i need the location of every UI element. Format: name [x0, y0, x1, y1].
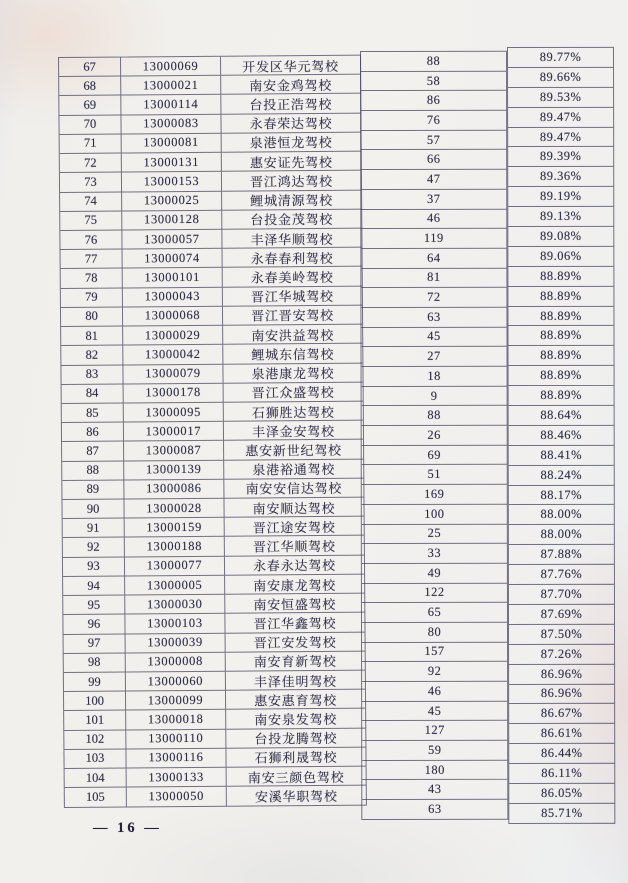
table-cell-school-id: 13000103 — [125, 614, 225, 634]
table-cell-school-id: 13000039 — [126, 633, 226, 653]
page-number: — 16 — — [93, 820, 162, 836]
table-cell-school-name: 鲤城清源驾校 — [222, 190, 362, 210]
table-cell-percentage: 88.89% — [509, 346, 615, 366]
table-cell-school-name: 晋江华鑫驾校 — [225, 613, 365, 633]
table-cell-rank: 97 — [64, 634, 126, 654]
table-cell-school-name: 永春美岭驾校 — [223, 267, 363, 287]
table-cell-rank: 105 — [65, 788, 127, 808]
table-cell-school-name: 台投龙腾驾校 — [226, 728, 366, 748]
table-cell-rank: 78 — [61, 269, 123, 289]
table-cell-count: 45 — [361, 327, 507, 347]
table-cell-school-id: 13000005 — [125, 576, 225, 596]
table-cell-rank: 85 — [62, 403, 124, 423]
table-cell-rank: 74 — [60, 192, 122, 212]
table-cell-rank: 79 — [61, 288, 123, 308]
table-cell-school-id: 13000060 — [126, 672, 226, 692]
table-cell-school-id: 13000114 — [121, 95, 221, 115]
table-cell-school-name: 丰泽华顺驾校 — [222, 229, 362, 249]
table-cell-count: 169 — [362, 485, 508, 505]
table-cell-school-name: 开发区华元驾校 — [221, 56, 361, 76]
table-cell-school-id: 13000069 — [121, 57, 221, 77]
table-cell-school-name: 晋江华城驾校 — [223, 286, 363, 306]
table-cell-percentage: 88.46% — [509, 426, 615, 446]
table-cell-count: 92 — [362, 662, 508, 682]
table-cell-school-id: 13000081 — [122, 134, 222, 154]
table-cell-school-name: 晋江华顺驾校 — [225, 536, 365, 556]
table-cell-school-name: 南安恒盛驾校 — [225, 594, 365, 614]
table-cell-school-name: 永春春利驾校 — [223, 248, 363, 268]
table-cell-school-id: 13000077 — [125, 556, 225, 576]
table-cell-count: 49 — [362, 564, 508, 584]
table-cell-school-id: 13000095 — [124, 403, 224, 423]
table-cell-rank: 68 — [59, 77, 121, 97]
table-cell-percentage: 89.77% — [508, 48, 614, 68]
table-cell-school-id: 13000025 — [122, 191, 222, 211]
table-cell-rank: 80 — [61, 307, 123, 327]
table-cell-school-id: 13000074 — [123, 249, 223, 269]
table-cell-rank: 93 — [63, 557, 125, 577]
table-cell-count: 9 — [362, 386, 508, 406]
table-cell-school-name: 永春荣达驾校 — [221, 113, 361, 133]
table-cell-count: 51 — [362, 465, 508, 485]
table-cell-count: 58 — [361, 71, 507, 91]
table-cell-percentage: 86.67% — [509, 704, 615, 724]
table-cell-rank: 91 — [63, 519, 125, 539]
table-cell-school-id: 13000133 — [127, 768, 227, 788]
table-cell-rank: 70 — [59, 115, 121, 135]
table-cell-rank: 77 — [61, 250, 123, 270]
table-cell-rank: 103 — [64, 749, 126, 769]
table-cell-rank: 100 — [64, 692, 126, 712]
table-cell-school-id: 13000068 — [123, 307, 223, 327]
table-cell-rank: 96 — [63, 615, 125, 635]
table-cell-school-id: 13000029 — [123, 326, 223, 346]
table-cell-percentage: 88.89% — [509, 386, 615, 406]
table-cell-count: 46 — [361, 209, 507, 229]
table-cell-rank: 73 — [60, 173, 122, 193]
table-cell-count: 122 — [362, 583, 508, 603]
table-cell-school-name: 石狮利晟驾校 — [226, 747, 366, 767]
table-cell-count: 86 — [361, 91, 507, 111]
table-cell-count: 26 — [362, 426, 508, 446]
table-cell-school-name: 南安洪益驾校 — [223, 325, 363, 345]
table-cell-school-id: 13000087 — [124, 441, 224, 461]
table-cell-rank: 76 — [60, 230, 122, 250]
table-cell-percentage: 88.89% — [508, 287, 614, 307]
table-cell-school-id: 13000079 — [123, 364, 223, 384]
table-cell-school-name: 丰泽金安驾校 — [224, 421, 364, 441]
table-cell-percentage: 86.96% — [509, 684, 615, 704]
table-cell-school-name: 南安育新驾校 — [226, 651, 366, 671]
table-cell-school-id: 13000042 — [123, 345, 223, 365]
table-cell-percentage: 89.47% — [508, 107, 614, 127]
table-cell-school-name: 南安安信达驾校 — [224, 478, 364, 498]
table-cell-percentage: 89.13% — [508, 207, 614, 227]
table-cell-count: 27 — [362, 347, 508, 367]
table-cell-percentage: 88.17% — [509, 485, 615, 505]
table-cell-rank: 95 — [63, 596, 125, 616]
table-cell-count: 72 — [361, 288, 507, 308]
table-cell-percentage: 88.24% — [509, 466, 615, 486]
table-cell-school-id: 13000086 — [124, 480, 224, 500]
table-cell-school-name: 台投正浩驾校 — [221, 94, 361, 114]
table-cell-percentage: 89.47% — [508, 127, 614, 147]
table-cell-count: 80 — [362, 623, 508, 643]
table-cell-count: 59 — [362, 741, 508, 761]
table-cell-school-name: 泉港恒龙驾校 — [222, 132, 362, 152]
table-cell-school-id: 13000008 — [126, 652, 226, 672]
table-cell-school-id: 13000139 — [124, 460, 224, 480]
table-cell-percentage: 87.88% — [509, 545, 615, 565]
table-cell-percentage: 88.00% — [509, 505, 615, 525]
table-cell-count: 65 — [362, 603, 508, 623]
table-cell-school-name: 晋江众盛驾校 — [224, 382, 364, 402]
table-cell-school-id: 13000017 — [124, 422, 224, 442]
table-cell-rank: 101 — [64, 711, 126, 731]
table-cell-rank: 82 — [61, 346, 123, 366]
table-cell-school-name: 南安康龙驾校 — [225, 575, 365, 595]
table-cell-rank: 89 — [62, 480, 124, 500]
table-grid-rank-id-name — [58, 55, 367, 808]
table-cell-rank: 87 — [62, 442, 124, 462]
table-cell-percentage: 87.76% — [509, 565, 615, 585]
table-cell-school-id: 13000110 — [126, 729, 226, 749]
table-cell-count: 88 — [361, 52, 507, 72]
table-cell-school-id: 13000030 — [125, 595, 225, 615]
table-cell-rank: 81 — [61, 327, 123, 347]
table-cell-percentage: 88.89% — [508, 326, 614, 346]
table-cell-school-name: 泉港康龙驾校 — [223, 363, 363, 383]
table-cell-rank: 84 — [62, 384, 124, 404]
table-cell-count: 81 — [361, 268, 507, 288]
table-cell-count: 76 — [361, 111, 507, 131]
table-cell-percentage: 86.96% — [509, 664, 615, 684]
table-cell-count: 88 — [362, 406, 508, 426]
table-cell-percentage: 88.89% — [509, 366, 615, 386]
table-cell-school-name: 永春永达驾校 — [225, 555, 365, 575]
table-cell-percentage: 88.00% — [509, 525, 615, 545]
table-cell-rank: 94 — [63, 576, 125, 596]
table-cell-school-id: 13000159 — [125, 518, 225, 538]
table-cell-school-name: 丰泽佳明驾校 — [226, 671, 366, 691]
table-cell-percentage: 89.53% — [508, 88, 614, 108]
table-cell-count: 69 — [362, 445, 508, 465]
table-grid-count — [360, 51, 508, 820]
table-cell-school-name: 南安金鸡驾校 — [221, 75, 361, 95]
table-cell-school-id: 13000099 — [126, 691, 226, 711]
table-cell-percentage: 87.70% — [509, 585, 615, 605]
table-cell-school-name: 石狮胜达驾校 — [224, 402, 364, 422]
table-cell-count: 47 — [361, 170, 507, 190]
table-cell-school-name: 南安顺达驾校 — [224, 498, 364, 518]
table-cell-school-id: 13000083 — [121, 114, 221, 134]
table-cell-rank: 88 — [62, 461, 124, 481]
table-cell-rank: 75 — [60, 211, 122, 231]
table-cell-count: 100 — [362, 505, 508, 525]
table-cell-rank: 72 — [60, 154, 122, 174]
table-cell-percentage: 86.44% — [509, 744, 615, 764]
table-cell-count: 66 — [361, 150, 507, 170]
table-cell-rank: 104 — [65, 769, 127, 789]
table-cell-school-name: 晋江途安驾校 — [225, 517, 365, 537]
table-cell-count: 180 — [362, 760, 508, 780]
table-cell-percentage: 88.64% — [509, 406, 615, 426]
table-cell-count: 46 — [362, 682, 508, 702]
table-cell-school-id: 13000021 — [121, 76, 221, 96]
table-cell-school-id: 13000101 — [123, 268, 223, 288]
table-cell-school-name: 晋江晋安驾校 — [223, 305, 363, 325]
table-cell-percentage: 89.66% — [508, 68, 614, 88]
table-cell-rank: 99 — [64, 672, 126, 692]
table-cell-school-id: 13000128 — [122, 210, 222, 230]
table-cell-school-name: 晋江鸿达驾校 — [222, 171, 362, 191]
table-cell-percentage: 89.39% — [508, 147, 614, 167]
table-cell-rank: 102 — [64, 730, 126, 750]
table-cell-count: 18 — [362, 367, 508, 387]
table-cell-school-name: 惠安新世纪驾校 — [224, 440, 364, 460]
table-cell-percentage: 89.08% — [508, 227, 614, 247]
table-cell-count: 119 — [361, 229, 507, 249]
table-cell-percentage: 86.61% — [509, 724, 615, 744]
table-cell-rank: 71 — [60, 134, 122, 154]
table-cell-school-name: 鲤城东信驾校 — [223, 344, 363, 364]
table-cell-rank: 86 — [62, 423, 124, 443]
table-cell-school-name: 南安泉发驾校 — [226, 709, 366, 729]
table-cell-count: 43 — [362, 780, 508, 800]
table-cell-school-id: 13000018 — [126, 710, 226, 730]
table-cell-rank: 90 — [62, 500, 124, 520]
table-cell-school-id: 13000188 — [125, 537, 225, 557]
table-cell-rank: 67 — [59, 58, 121, 78]
table-cell-count: 25 — [362, 524, 508, 544]
table-cell-school-name: 安溪华职驾校 — [227, 786, 367, 806]
table-cell-count: 33 — [362, 544, 508, 564]
table-cell-count: 45 — [362, 701, 508, 721]
table-cell-percentage: 87.50% — [509, 625, 615, 645]
table-cell-school-name: 惠安证先驾校 — [222, 152, 362, 172]
table-cell-count: 64 — [361, 249, 507, 269]
table-cell-school-name: 南安三颜色驾校 — [227, 767, 367, 787]
table-cell-percentage: 89.06% — [508, 247, 614, 267]
table-cell-rank: 69 — [59, 96, 121, 116]
table-cell-percentage: 85.71% — [509, 804, 615, 824]
table-cell-school-id: 13000116 — [126, 749, 226, 769]
table-cell-school-id: 13000050 — [127, 787, 227, 807]
table-cell-percentage: 88.89% — [508, 267, 614, 287]
table-cell-rank: 98 — [64, 653, 126, 673]
table-cell-count: 157 — [362, 642, 508, 662]
table-cell-count: 63 — [362, 800, 508, 820]
table-cell-percentage: 86.05% — [509, 784, 615, 804]
table-cell-percentage: 86.11% — [509, 764, 615, 784]
table-cell-school-name: 惠安惠育驾校 — [226, 690, 366, 710]
table-cell-count: 37 — [361, 190, 507, 210]
table-grid-percentage — [507, 47, 615, 824]
table-cell-percentage: 89.36% — [508, 167, 614, 187]
table-cell-school-id: 13000043 — [123, 287, 223, 307]
table-cell-school-name: 晋江安发驾校 — [226, 632, 366, 652]
table-cell-school-id: 13000057 — [122, 230, 222, 250]
table-cell-percentage: 89.19% — [508, 187, 614, 207]
table-cell-percentage: 87.69% — [509, 605, 615, 625]
table-cell-school-name: 泉港裕通驾校 — [224, 459, 364, 479]
table-cell-school-id: 13000028 — [124, 499, 224, 519]
table-cell-percentage: 87.26% — [509, 645, 615, 665]
table-cell-percentage: 88.41% — [509, 446, 615, 466]
table-cell-school-name: 台投金茂驾校 — [222, 209, 362, 229]
table-cell-count: 63 — [361, 308, 507, 328]
table-cell-school-id: 13000178 — [124, 383, 224, 403]
table-cell-percentage: 88.89% — [508, 306, 614, 326]
table-cell-count: 57 — [361, 130, 507, 150]
table-cell-school-id: 13000131 — [122, 153, 222, 173]
table-cell-rank: 83 — [61, 365, 123, 385]
table-cell-school-id: 13000153 — [122, 172, 222, 192]
table-cell-rank: 92 — [63, 538, 125, 558]
table-cell-count: 127 — [362, 721, 508, 741]
